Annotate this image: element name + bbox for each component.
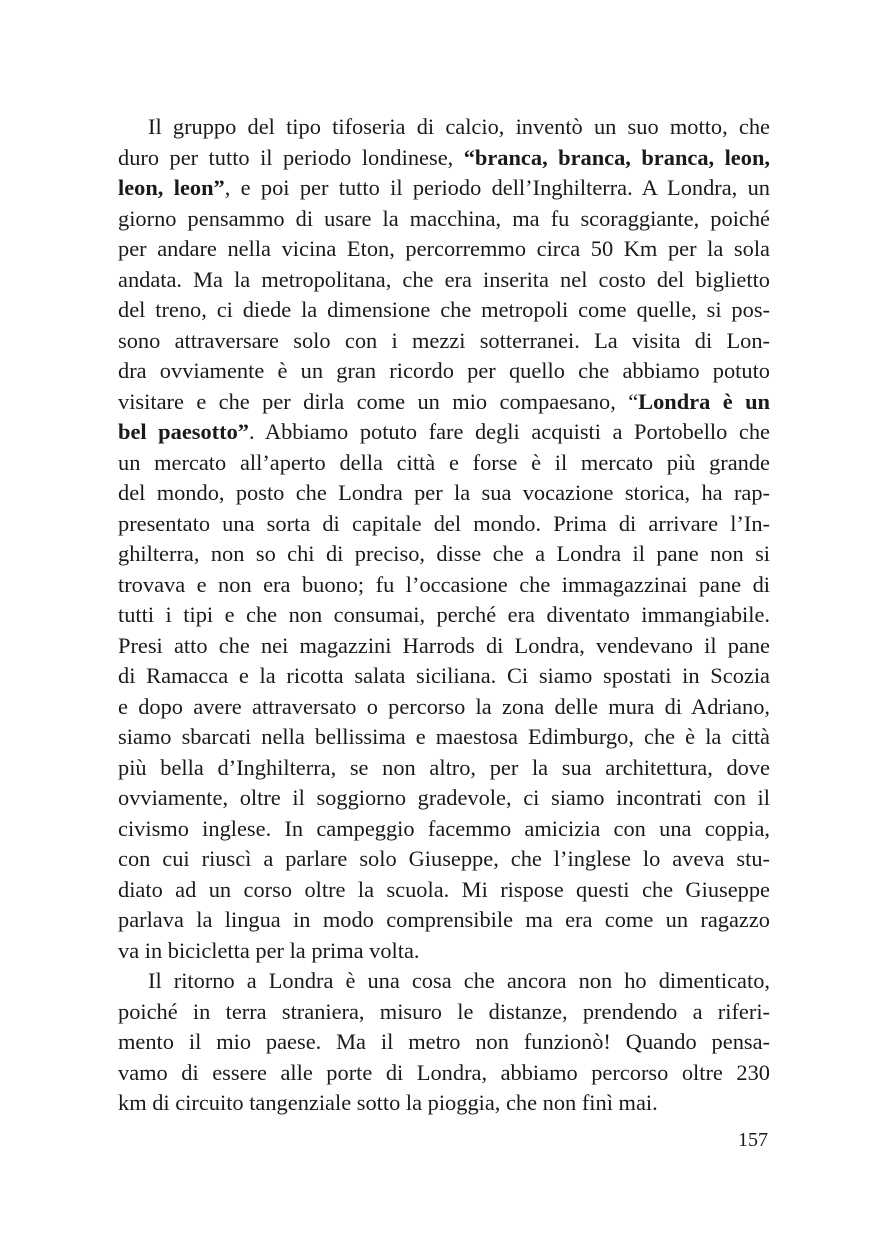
text-run: e dopo avere attraversato o percorso la zona delle mura di Adriano, [118, 693, 770, 719]
text-line [118, 356, 770, 387]
text-run: sono attraversare solo con i mezzi sotterranei. La visita di Lon- [118, 327, 770, 353]
text-run: ghilterra, non so chi di preciso, disse che a Londra il pane non si [118, 541, 770, 566]
text-line [118, 631, 770, 662]
text-line [118, 875, 770, 906]
text-run: con cui riuscì a parlare solo Giuseppe, che l’inglese lo aveva stu- [118, 846, 770, 871]
text-line [118, 661, 770, 692]
paragraph [118, 966, 770, 1119]
text-line [118, 570, 770, 601]
text-run: più bella d’Inghilterra, se non altro, per la sua architettura, dove [118, 754, 770, 780]
text-run: tutti i tipi e che non consumai, perché era diventato immangiabile. [118, 602, 770, 627]
text-line [118, 997, 770, 1028]
text-run: un mercato all’aperto della città e forse è il mercato più grande [118, 449, 770, 475]
text-run: Il gruppo del tipo tifoseria di calcio, inventò un suo motto, che [148, 114, 770, 139]
text-line [118, 1027, 770, 1058]
text-line [118, 844, 770, 875]
text-run: giorno pensammo di usare la macchina, ma fu scoraggiante, poiché [118, 205, 770, 231]
text-line [118, 143, 770, 174]
text-run: km di circuito tangenziale sotto la pioggia, che non finì mai. [118, 1090, 658, 1115]
text-line [118, 692, 770, 723]
bold-text: leon, leon” [118, 175, 225, 200]
text-run: Presi atto che nei magazzini Harrods di Londra, vendevano il pane [118, 632, 770, 658]
text-line [118, 783, 770, 814]
text-run: parlava la lingua in modo comprensibile ma era come un ragazzo [118, 907, 770, 932]
text-line [118, 387, 770, 418]
bold-text: bel paesotto” [118, 419, 249, 444]
text-line [118, 905, 770, 936]
text-run: diato ad un corso oltre la scuola. Mi rispose questi che Giuseppe [118, 876, 770, 902]
text-run: siamo sbarcati nella bellissima e maestosa Edimburgo, che è la città [118, 724, 770, 749]
text-line [118, 265, 770, 296]
text-run: dra ovviamente è un gran ricordo per quello che abbiamo potuto [118, 358, 770, 383]
bold-text: Londra è un [638, 388, 770, 414]
text-line [118, 1058, 770, 1089]
bold-text: “branca, branca, branca, leon, [463, 144, 770, 170]
body-text [118, 112, 770, 1119]
text-run: civismo inglese. In campeggio facemmo amicizia con una coppia, [118, 815, 770, 841]
text-run: duro per tutto il periodo londinese, [118, 144, 464, 170]
text-line [118, 509, 770, 540]
text-run: ovviamente, oltre il soggiorno gradevole, ci siamo incontrati con il [118, 785, 770, 810]
text-line [118, 722, 770, 753]
text-line [118, 112, 770, 143]
text-run: mento il mio paese. Ma il metro non funzionò! Quando pensa- [118, 1029, 770, 1054]
text-line [118, 417, 770, 448]
text-run: visitare e che per dirla come un mio compaesano, “ [118, 388, 639, 414]
text-line [118, 600, 770, 631]
page-number: 157 [738, 1129, 768, 1151]
text-run: vamo di essere alle porte di Londra, abbiamo percorso oltre 230 [118, 1059, 770, 1085]
text-run: del mondo, posto che Londra per la sua vocazione storica, ha rap- [118, 480, 770, 505]
text-run: Il ritorno a Londra è una cosa che ancora non ho dimenticato, [148, 968, 770, 993]
text-run: di Ramacca e la ricotta salata siciliana. Ci siamo spostati in Scozia [118, 663, 770, 688]
paragraph [118, 112, 770, 966]
text-line [118, 936, 770, 967]
text-line [118, 814, 770, 845]
text-line [118, 966, 770, 997]
text-run: per andare nella vicina Eton, percorremmo circa 50 Km per la sola [118, 236, 770, 261]
text-run: , e poi per tutto il periodo dell’Inghilterra. A Londra, un [224, 175, 770, 200]
text-line [118, 448, 770, 479]
text-line [118, 204, 770, 235]
text-run: trovava e non era buono; fu l’occasione che immagazzinai pane di [118, 571, 770, 597]
text-line [118, 326, 770, 357]
text-run: presentato una sorta di capitale del mondo. Prima di arrivare l’In- [118, 510, 770, 536]
text-run: andata. Ma la metropolitana, che era inserita nel costo del biglietto [118, 266, 770, 292]
text-line [118, 234, 770, 265]
text-line [118, 295, 770, 326]
text-run: . Abbiamo potuto fare degli acquisti a Portobello che [248, 419, 770, 444]
text-run: poiché in terra straniera, misuro le distanze, prendendo a riferi- [118, 998, 770, 1024]
text-line [118, 478, 770, 509]
text-run: del treno, ci diede la dimensione che metropoli come quelle, si pos- [118, 297, 770, 322]
text-line [118, 173, 770, 204]
text-line [118, 1088, 770, 1119]
text-line [118, 753, 770, 784]
text-run: va in bicicletta per la prima volta. [118, 937, 420, 963]
text-line [118, 539, 770, 570]
